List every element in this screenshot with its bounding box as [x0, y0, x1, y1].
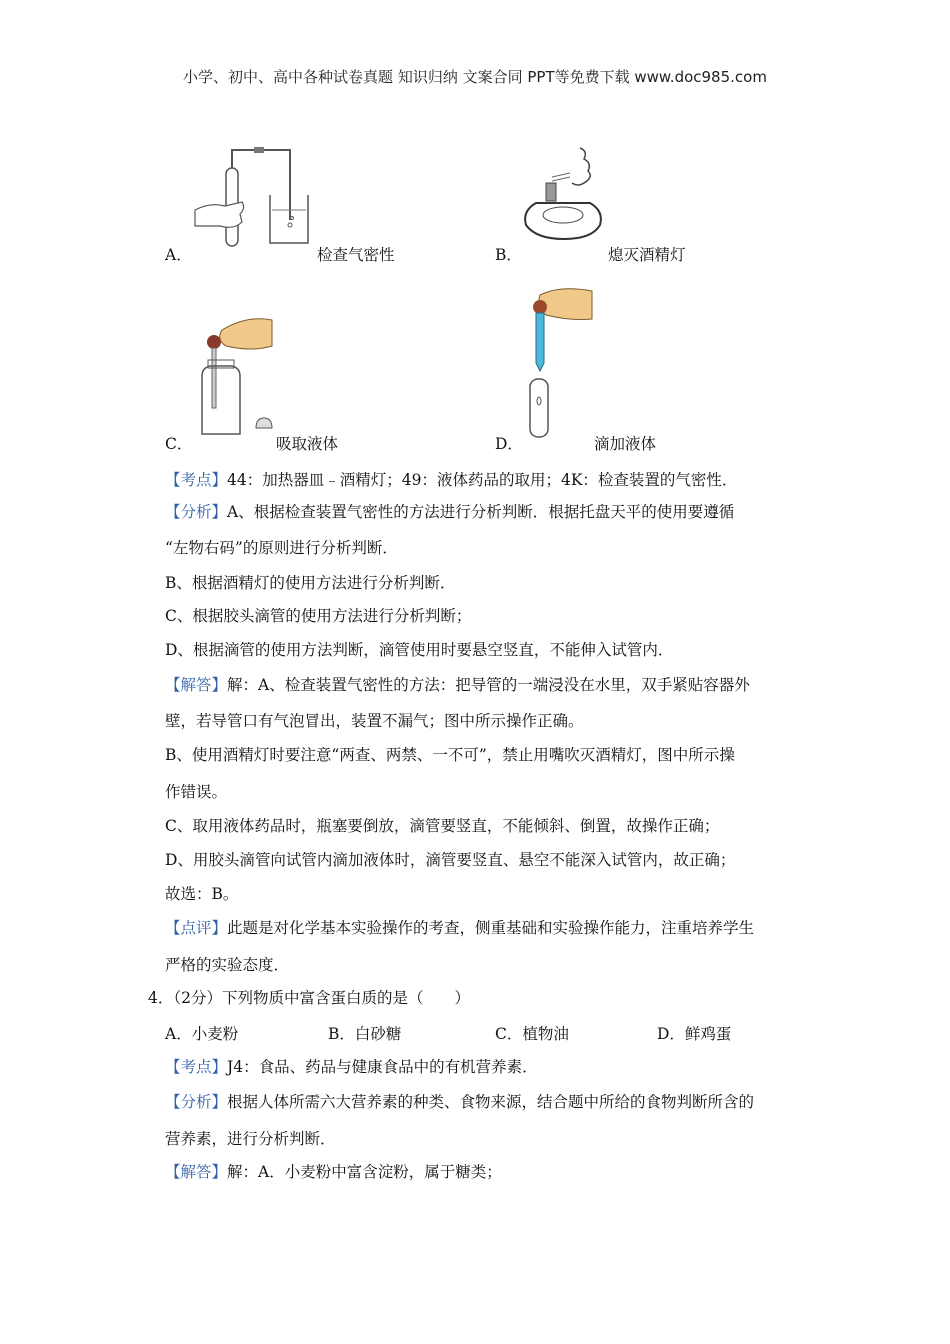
- q4-choice-a: A．小麦粉: [165, 1025, 239, 1043]
- q4-kaodian-text: J4：食品、药品与健康食品中的有机营养素．: [227, 1058, 538, 1076]
- page-header: 小学、初中、高中各种试卷真题 知识归纳 文案合同 PPT等免费下载 www.doc985.com: [183, 68, 767, 86]
- q3-kaodian: [165, 470, 845, 490]
- jieda-tag: 【解答】: [165, 676, 228, 694]
- airtightness-figure: [190, 140, 315, 252]
- q3-jieda-3: B、使用酒精灯时要注意“两查、两禁、一不可”，禁止用嘴吹灭酒精灯，图中所示操: [165, 746, 735, 764]
- q4-choice-c: C．植物油: [495, 1025, 569, 1043]
- q3-fenxi-4: C、根据胶头滴管的使用方法进行分析判断；: [165, 607, 472, 625]
- q3-jieda-6: D、用胶头滴管向试管内滴加液体时，滴管要竖直、悬空不能深入试管内，故正确；: [165, 851, 736, 869]
- q3-fenxi-5: D、根据滴管的使用方法判断，滴管使用时要悬空竖直，不能伸入试管内．: [165, 641, 674, 659]
- option-c-letter: C．: [165, 435, 193, 453]
- option-a-caption: 检查气密性: [317, 246, 395, 264]
- q4-jieda-text: 解：A．小麦粉中富含淀粉，属于糖类；: [227, 1163, 502, 1181]
- option-a-letter: A．: [165, 246, 192, 264]
- q4-fenxi-1: [165, 1092, 845, 1112]
- kaodian-tag: 【考点】: [165, 471, 228, 489]
- kaodian-text: 44：加热器皿﹣酒精灯；49：液体药品的取用；4K：检查装置的气密性．: [227, 471, 738, 489]
- q3-fenxi-3: B、根据酒精灯的使用方法进行分析判断．: [165, 574, 456, 592]
- q3-fenxi-2: “左物右码”的原则进行分析判断．: [165, 539, 398, 557]
- option-d-caption: 滴加液体: [594, 435, 657, 453]
- q3-jieda-5: C、取用液体药品时，瓶塞要倒放，滴管要竖直，不能倾斜、倒置，故操作正确；: [165, 817, 720, 835]
- drop-liquid-figure: [520, 285, 595, 445]
- q3-fenxi-1: [165, 502, 845, 522]
- q4-fenxi-2: 营养素，进行分析判断．: [165, 1130, 336, 1148]
- option-b-caption: 熄灭酒精灯: [608, 246, 686, 264]
- q3-jieda-4: 作错误。: [165, 783, 228, 801]
- jieda-text: 解：A、检查装置气密性的方法：把导管的一端浸没在水里，双手紧贴容器外: [227, 676, 750, 694]
- alcohol-lamp-figure: [518, 143, 613, 243]
- fenxi-text: A、根据检查装置气密性的方法进行分析判断．根据托盘天平的使用要遵循: [227, 503, 735, 521]
- q4-kaodian: [165, 1057, 845, 1077]
- option-d-letter: D．: [495, 435, 523, 453]
- q3-dianping-1: [165, 918, 845, 938]
- q4-fenxi-tag: 【分析】: [165, 1093, 228, 1111]
- dianping-text: 此题是对化学基本实验操作的考查，侧重基础和实验操作能力，注重培养学生: [227, 919, 755, 937]
- dianping-tag: 【点评】: [165, 919, 228, 937]
- q4-choice-d: D．鲜鸡蛋: [657, 1025, 732, 1043]
- suck-liquid-figure: [192, 310, 302, 440]
- option-b-letter: B．: [495, 246, 522, 264]
- q4-stem: 4．（2分）下列物质中富含蛋白质的是（ ）: [148, 989, 470, 1007]
- q4-fenxi-text: 根据人体所需六大营养素的种类、食物来源，结合题中所给的食物判断所含的: [227, 1093, 755, 1111]
- q3-jieda-2: 壁，若导管口有气泡冒出，装置不漏气；图中所示操作正确。: [165, 712, 584, 730]
- q3-jieda-1: [165, 675, 845, 695]
- option-c-caption: 吸取液体: [276, 435, 339, 453]
- q4-jieda-1: [165, 1162, 845, 1182]
- fenxi-tag: 【分析】: [165, 503, 228, 521]
- q3-jieda-7: 故选：B。: [165, 885, 239, 903]
- q3-dianping-2: 严格的实验态度．: [165, 956, 290, 974]
- q4-kaodian-tag: 【考点】: [165, 1058, 228, 1076]
- q4-choice-b: B．白砂糖: [328, 1025, 402, 1043]
- q4-jieda-tag: 【解答】: [165, 1163, 228, 1181]
